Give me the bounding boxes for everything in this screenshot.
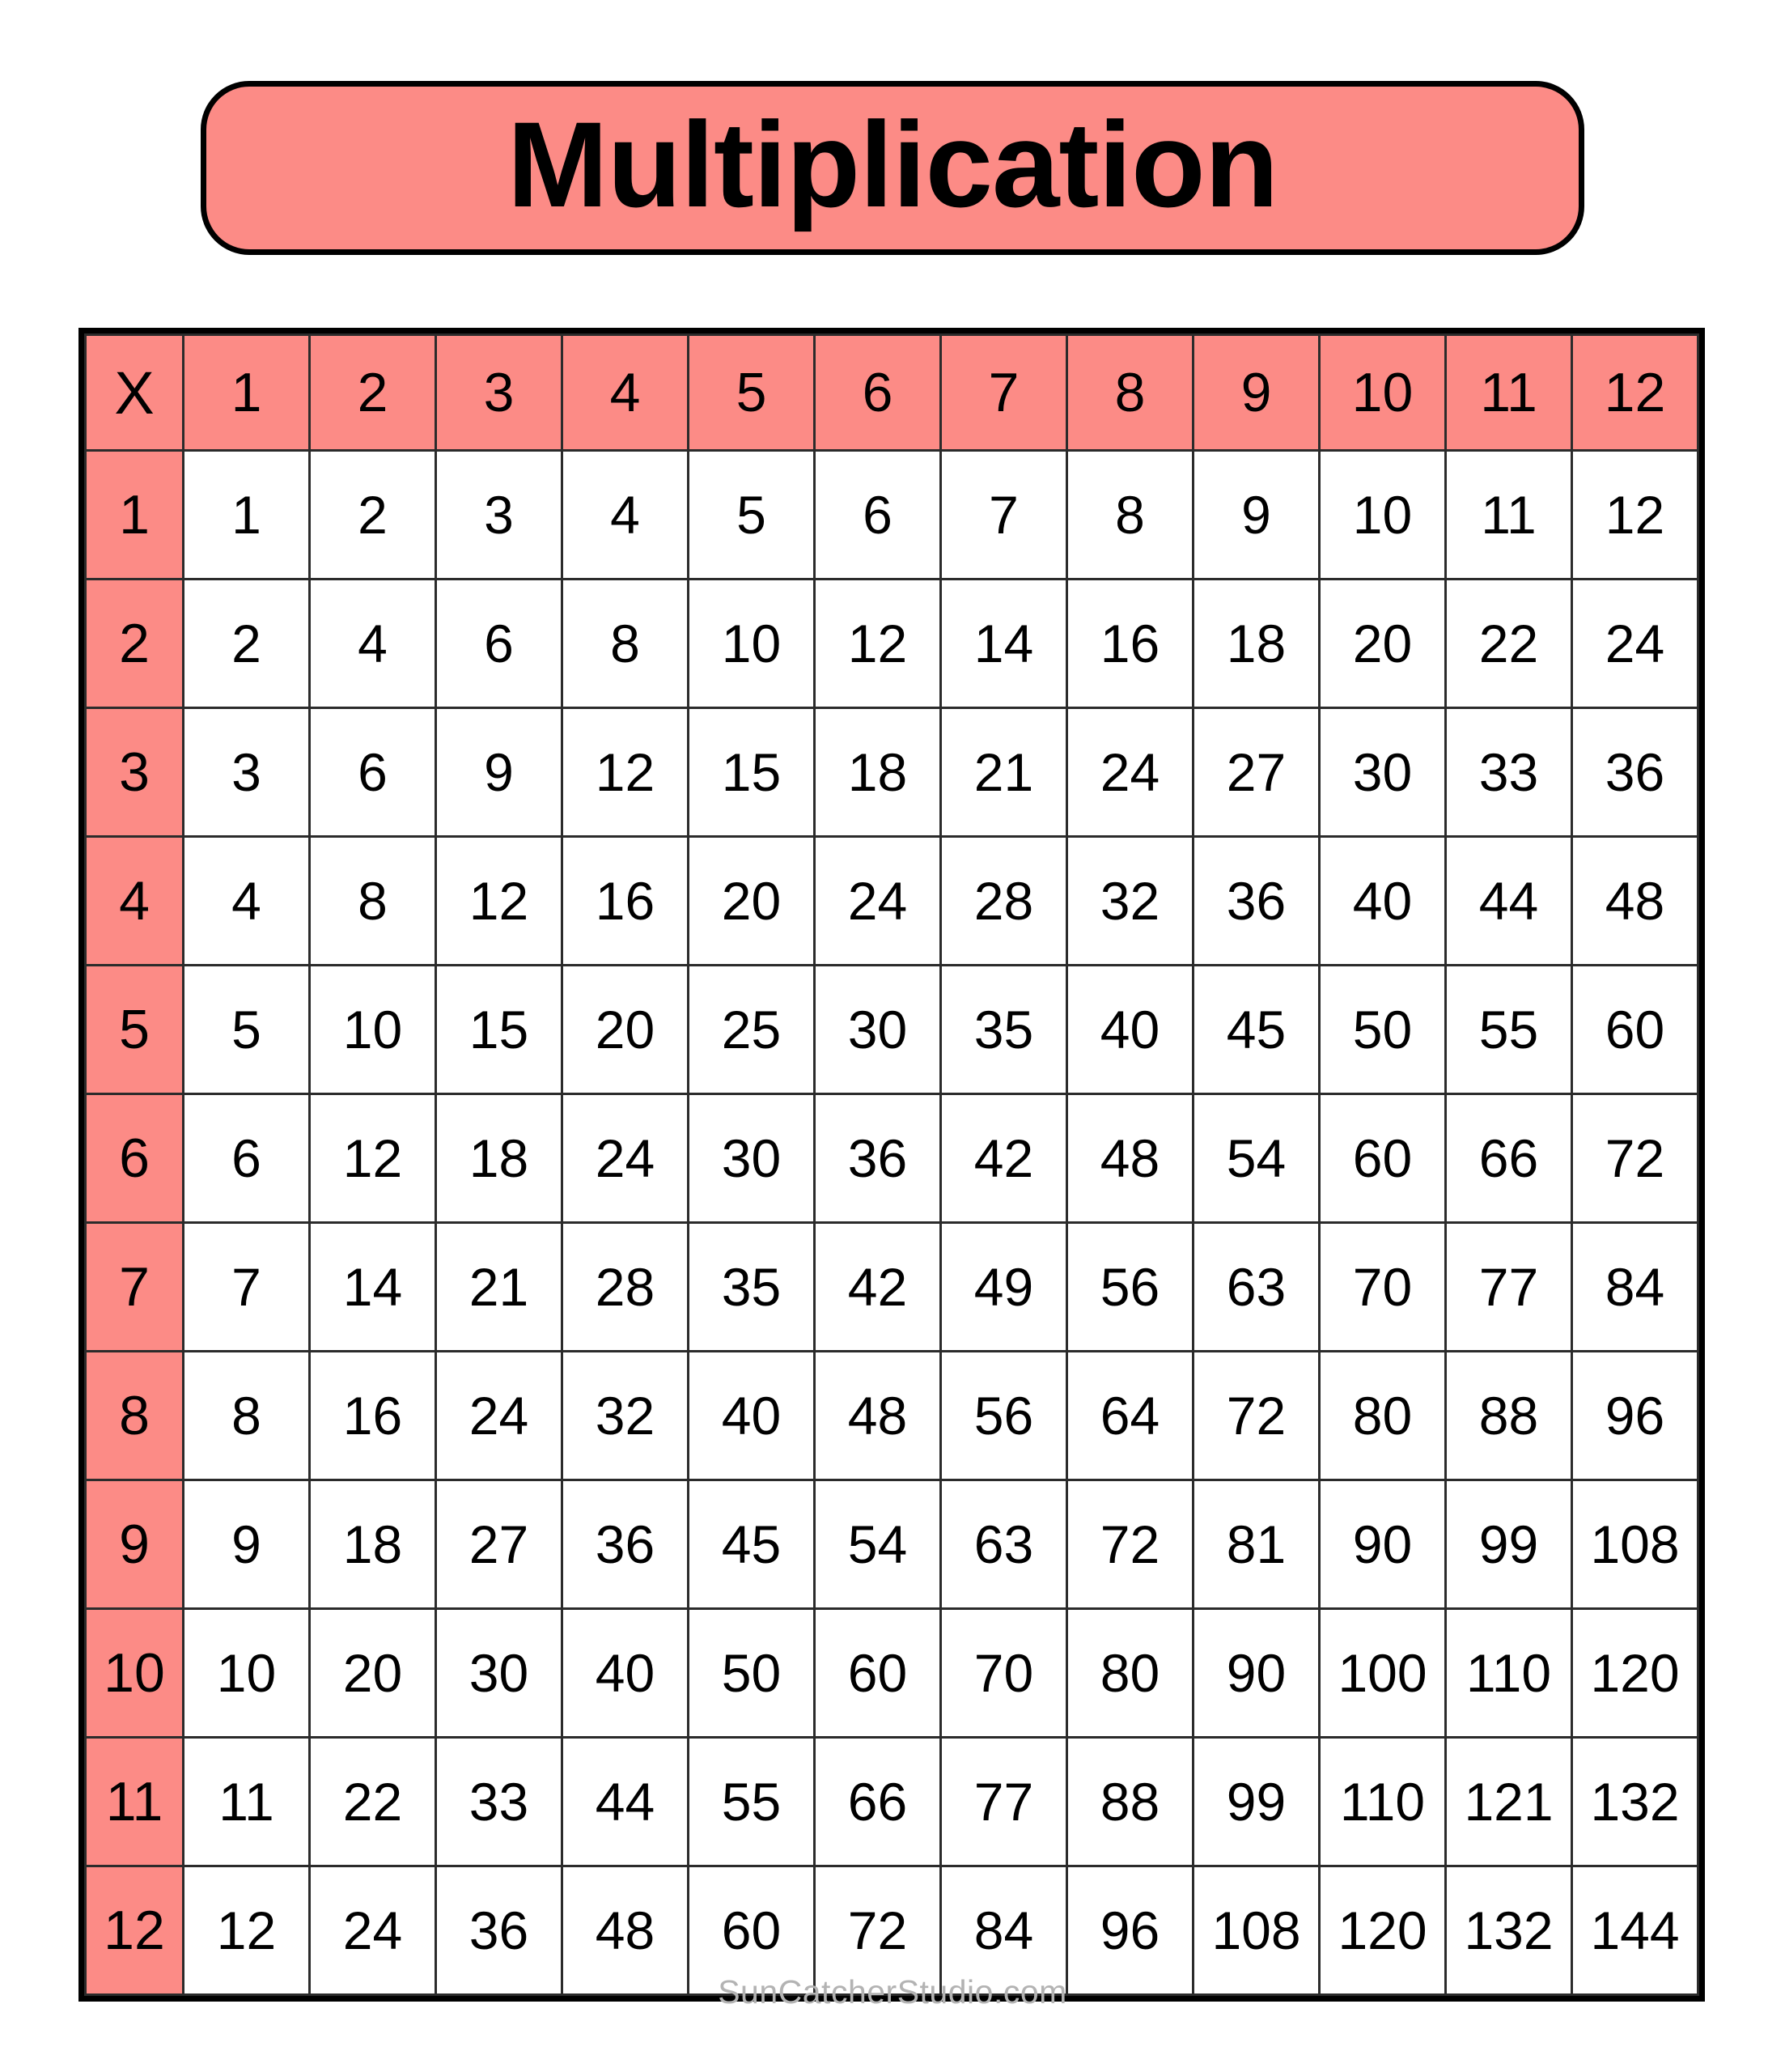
product-cell: 36 bbox=[1572, 708, 1698, 837]
product-cell: 120 bbox=[1572, 1609, 1698, 1738]
product-cell: 99 bbox=[1446, 1480, 1572, 1609]
product-cell: 77 bbox=[1446, 1223, 1572, 1352]
product-cell: 72 bbox=[1572, 1094, 1698, 1223]
product-cell: 90 bbox=[1320, 1480, 1446, 1609]
product-cell: 70 bbox=[1320, 1223, 1446, 1352]
row-header-1: 1 bbox=[86, 451, 184, 580]
product-cell: 110 bbox=[1446, 1609, 1572, 1738]
product-cell: 96 bbox=[1067, 1866, 1194, 1995]
product-cell: 22 bbox=[1446, 580, 1572, 708]
row-header-3: 3 bbox=[86, 708, 184, 837]
product-cell: 20 bbox=[689, 837, 815, 966]
product-cell: 7 bbox=[941, 451, 1067, 580]
product-cell: 16 bbox=[310, 1352, 436, 1480]
row-header-9: 9 bbox=[86, 1480, 184, 1609]
product-cell: 24 bbox=[436, 1352, 562, 1480]
table-corner-operator: X bbox=[86, 335, 184, 451]
row-header-8: 8 bbox=[86, 1352, 184, 1480]
column-header-5: 5 bbox=[689, 335, 815, 451]
row-header-11: 11 bbox=[86, 1738, 184, 1866]
multiplication-table bbox=[84, 333, 1699, 1996]
column-header-1: 1 bbox=[184, 335, 310, 451]
product-cell: 84 bbox=[1572, 1223, 1698, 1352]
product-cell: 4 bbox=[310, 580, 436, 708]
product-cell: 24 bbox=[310, 1866, 436, 1995]
product-cell: 18 bbox=[815, 708, 941, 837]
product-cell: 132 bbox=[1572, 1738, 1698, 1866]
product-cell: 28 bbox=[562, 1223, 689, 1352]
table-row bbox=[86, 1480, 1698, 1609]
product-cell: 88 bbox=[1446, 1352, 1572, 1480]
product-cell: 12 bbox=[815, 580, 941, 708]
table-row bbox=[86, 966, 1698, 1094]
product-cell: 4 bbox=[184, 837, 310, 966]
product-cell: 18 bbox=[1194, 580, 1320, 708]
product-cell: 24 bbox=[815, 837, 941, 966]
product-cell: 36 bbox=[436, 1866, 562, 1995]
product-cell: 28 bbox=[941, 837, 1067, 966]
column-header-12: 12 bbox=[1572, 335, 1698, 451]
product-cell: 72 bbox=[1067, 1480, 1194, 1609]
product-cell: 80 bbox=[1067, 1609, 1194, 1738]
product-cell: 36 bbox=[815, 1094, 941, 1223]
product-cell: 24 bbox=[562, 1094, 689, 1223]
table-row bbox=[86, 1738, 1698, 1866]
column-header-3: 3 bbox=[436, 335, 562, 451]
product-cell: 108 bbox=[1194, 1866, 1320, 1995]
product-cell: 55 bbox=[689, 1738, 815, 1866]
product-cell: 16 bbox=[562, 837, 689, 966]
product-cell: 20 bbox=[562, 966, 689, 1094]
row-header-12: 12 bbox=[86, 1866, 184, 1995]
product-cell: 12 bbox=[310, 1094, 436, 1223]
product-cell: 22 bbox=[310, 1738, 436, 1866]
product-cell: 30 bbox=[1320, 708, 1446, 837]
product-cell: 121 bbox=[1446, 1738, 1572, 1866]
product-cell: 96 bbox=[1572, 1352, 1698, 1480]
product-cell: 36 bbox=[1194, 837, 1320, 966]
product-cell: 9 bbox=[436, 708, 562, 837]
product-cell: 144 bbox=[1572, 1866, 1698, 1995]
product-cell: 12 bbox=[436, 837, 562, 966]
product-cell: 32 bbox=[562, 1352, 689, 1480]
product-cell: 11 bbox=[184, 1738, 310, 1866]
product-cell: 11 bbox=[1446, 451, 1572, 580]
product-cell: 72 bbox=[815, 1866, 941, 1995]
table-row bbox=[86, 451, 1698, 580]
product-cell: 20 bbox=[310, 1609, 436, 1738]
product-cell: 8 bbox=[310, 837, 436, 966]
table-row bbox=[86, 708, 1698, 837]
product-cell: 6 bbox=[436, 580, 562, 708]
product-cell: 12 bbox=[562, 708, 689, 837]
product-cell: 10 bbox=[1320, 451, 1446, 580]
page-title: Multiplication bbox=[507, 96, 1278, 232]
product-cell: 33 bbox=[436, 1738, 562, 1866]
multiplication-table-container bbox=[78, 328, 1705, 2002]
product-cell: 35 bbox=[941, 966, 1067, 1094]
product-cell: 3 bbox=[436, 451, 562, 580]
product-cell: 14 bbox=[310, 1223, 436, 1352]
row-header-5: 5 bbox=[86, 966, 184, 1094]
product-cell: 40 bbox=[1067, 966, 1194, 1094]
product-cell: 1 bbox=[184, 451, 310, 580]
table-row bbox=[86, 1223, 1698, 1352]
product-cell: 56 bbox=[1067, 1223, 1194, 1352]
product-cell: 21 bbox=[436, 1223, 562, 1352]
product-cell: 2 bbox=[310, 451, 436, 580]
product-cell: 60 bbox=[689, 1866, 815, 1995]
product-cell: 18 bbox=[310, 1480, 436, 1609]
column-header-11: 11 bbox=[1446, 335, 1572, 451]
product-cell: 48 bbox=[1067, 1094, 1194, 1223]
product-cell: 48 bbox=[1572, 837, 1698, 966]
product-cell: 20 bbox=[1320, 580, 1446, 708]
product-cell: 6 bbox=[310, 708, 436, 837]
product-cell: 55 bbox=[1446, 966, 1572, 1094]
footer-credit: SunCatcherStudio.com bbox=[718, 1973, 1067, 2010]
product-cell: 4 bbox=[562, 451, 689, 580]
product-cell: 77 bbox=[941, 1738, 1067, 1866]
product-cell: 54 bbox=[815, 1480, 941, 1609]
product-cell: 44 bbox=[562, 1738, 689, 1866]
column-header-6: 6 bbox=[815, 335, 941, 451]
product-cell: 12 bbox=[184, 1866, 310, 1995]
product-cell: 110 bbox=[1320, 1738, 1446, 1866]
product-cell: 3 bbox=[184, 708, 310, 837]
product-cell: 48 bbox=[815, 1352, 941, 1480]
product-cell: 99 bbox=[1194, 1738, 1320, 1866]
product-cell: 70 bbox=[941, 1609, 1067, 1738]
product-cell: 64 bbox=[1067, 1352, 1194, 1480]
product-cell: 24 bbox=[1572, 580, 1698, 708]
product-cell: 9 bbox=[1194, 451, 1320, 580]
product-cell: 45 bbox=[1194, 966, 1320, 1094]
product-cell: 7 bbox=[184, 1223, 310, 1352]
column-header-9: 9 bbox=[1194, 335, 1320, 451]
product-cell: 14 bbox=[941, 580, 1067, 708]
product-cell: 5 bbox=[184, 966, 310, 1094]
product-cell: 63 bbox=[941, 1480, 1067, 1609]
product-cell: 100 bbox=[1320, 1609, 1446, 1738]
product-cell: 45 bbox=[689, 1480, 815, 1609]
product-cell: 15 bbox=[689, 708, 815, 837]
product-cell: 5 bbox=[689, 451, 815, 580]
product-cell: 50 bbox=[1320, 966, 1446, 1094]
product-cell: 42 bbox=[815, 1223, 941, 1352]
product-cell: 6 bbox=[815, 451, 941, 580]
product-cell: 88 bbox=[1067, 1738, 1194, 1866]
product-cell: 27 bbox=[1194, 708, 1320, 837]
product-cell: 8 bbox=[1067, 451, 1194, 580]
product-cell: 66 bbox=[1446, 1094, 1572, 1223]
title-banner bbox=[201, 81, 1584, 255]
product-cell: 80 bbox=[1320, 1352, 1446, 1480]
row-header-4: 4 bbox=[86, 837, 184, 966]
product-cell: 108 bbox=[1572, 1480, 1698, 1609]
table-row bbox=[86, 580, 1698, 708]
product-cell: 15 bbox=[436, 966, 562, 1094]
product-cell: 54 bbox=[1194, 1094, 1320, 1223]
product-cell: 10 bbox=[689, 580, 815, 708]
row-header-2: 2 bbox=[86, 580, 184, 708]
product-cell: 24 bbox=[1067, 708, 1194, 837]
product-cell: 63 bbox=[1194, 1223, 1320, 1352]
row-header-10: 10 bbox=[86, 1609, 184, 1738]
product-cell: 27 bbox=[436, 1480, 562, 1609]
table-row bbox=[86, 1094, 1698, 1223]
product-cell: 30 bbox=[815, 966, 941, 1094]
product-cell: 90 bbox=[1194, 1609, 1320, 1738]
column-header-7: 7 bbox=[941, 335, 1067, 451]
product-cell: 9 bbox=[184, 1480, 310, 1609]
product-cell: 2 bbox=[184, 580, 310, 708]
product-cell: 40 bbox=[1320, 837, 1446, 966]
product-cell: 81 bbox=[1194, 1480, 1320, 1609]
product-cell: 40 bbox=[689, 1352, 815, 1480]
product-cell: 8 bbox=[562, 580, 689, 708]
product-cell: 6 bbox=[184, 1094, 310, 1223]
product-cell: 44 bbox=[1446, 837, 1572, 966]
product-cell: 40 bbox=[562, 1609, 689, 1738]
row-header-6: 6 bbox=[86, 1094, 184, 1223]
product-cell: 60 bbox=[1320, 1094, 1446, 1223]
table-row bbox=[86, 837, 1698, 966]
product-cell: 56 bbox=[941, 1352, 1067, 1480]
product-cell: 42 bbox=[941, 1094, 1067, 1223]
product-cell: 30 bbox=[689, 1094, 815, 1223]
product-cell: 49 bbox=[941, 1223, 1067, 1352]
product-cell: 36 bbox=[562, 1480, 689, 1609]
product-cell: 32 bbox=[1067, 837, 1194, 966]
product-cell: 48 bbox=[562, 1866, 689, 1995]
column-header-4: 4 bbox=[562, 335, 689, 451]
product-cell: 60 bbox=[1572, 966, 1698, 1094]
product-cell: 33 bbox=[1446, 708, 1572, 837]
product-cell: 50 bbox=[689, 1609, 815, 1738]
product-cell: 35 bbox=[689, 1223, 815, 1352]
product-cell: 66 bbox=[815, 1738, 941, 1866]
table-header-row bbox=[86, 335, 1698, 451]
product-cell: 18 bbox=[436, 1094, 562, 1223]
product-cell: 10 bbox=[310, 966, 436, 1094]
product-cell: 72 bbox=[1194, 1352, 1320, 1480]
product-cell: 25 bbox=[689, 966, 815, 1094]
row-header-7: 7 bbox=[86, 1223, 184, 1352]
product-cell: 60 bbox=[815, 1609, 941, 1738]
product-cell: 30 bbox=[436, 1609, 562, 1738]
table-row bbox=[86, 1352, 1698, 1480]
product-cell: 120 bbox=[1320, 1866, 1446, 1995]
product-cell: 21 bbox=[941, 708, 1067, 837]
product-cell: 16 bbox=[1067, 580, 1194, 708]
product-cell: 10 bbox=[184, 1609, 310, 1738]
column-header-10: 10 bbox=[1320, 335, 1446, 451]
product-cell: 84 bbox=[941, 1866, 1067, 1995]
product-cell: 12 bbox=[1572, 451, 1698, 580]
table-row bbox=[86, 1609, 1698, 1738]
product-cell: 8 bbox=[184, 1352, 310, 1480]
column-header-2: 2 bbox=[310, 335, 436, 451]
column-header-8: 8 bbox=[1067, 335, 1194, 451]
product-cell: 132 bbox=[1446, 1866, 1572, 1995]
